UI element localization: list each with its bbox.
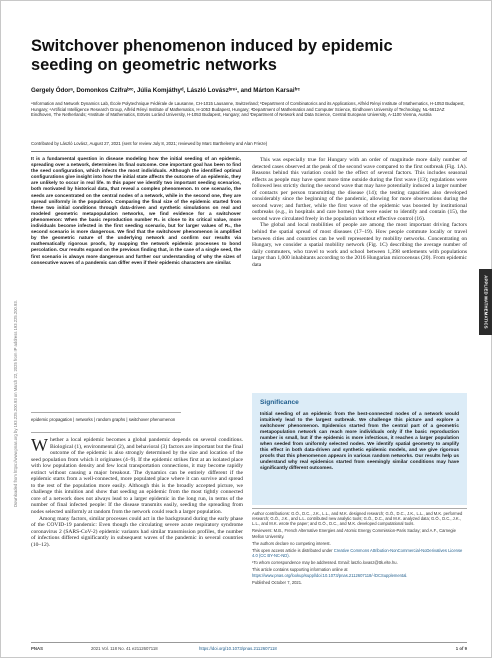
intro-paragraph [31, 437, 243, 516]
doi-link[interactable]: https://doi.org/10.1073/pnas.2112607118 [199, 646, 277, 651]
editor-note: Contributed by László Lovász, August 27, 2021 (sent for review July 8, 2021; reviewed by Marc Barthelemy and Alan Frieze) [31, 141, 268, 146]
page-number: 1 of 9 [455, 646, 467, 651]
competing-interest: The authors declare no competing interest. [252, 540, 331, 546]
correspondence-note: ¹To whom correspondence may be addressed. Email: laszlo.lovasz@ttk.elte.hu. [252, 560, 398, 566]
drop-cap: W [31, 435, 48, 455]
body-paragraph: Among many factors, similar processes could act in the background during the early phase of the COVID-19 pandemic: Even though the circulating severe acute respiratory syndrome coronavirus 2 (SARS-CoV-2) epidemic variants had similar transmission profiles, the number of infections differed significantly in subsequent waves of the pandemic in several countries (10–12). [31, 515, 243, 548]
journal-name: PNAS [31, 646, 43, 651]
published-date: Published October 7, 2021. [252, 579, 303, 585]
body-text-left [31, 437, 243, 548]
journal-reference: 2021 Vol. 118 No. 41 e2112607118 [91, 646, 158, 651]
license-link[interactable]: Creative Commons Attribution-NonCommercial-NoDerivatives License 4.0 (CC BY-NC-ND). [252, 547, 463, 559]
keywords: epidemic propagation | networks | random graphs | switchover phenomenon [31, 417, 176, 422]
reviewers-note: Reviewers: M.B., French Alternative Energies and Atomic Energy Commission-Paris Saclay; and A.F., Carnegie Mellon University. [252, 528, 456, 539]
author-contributions: Author contributions: G.Ó., D.C., J.K., L.L., and M.K. designed research; G.Ó., D.C., J.K., L.L., and M.K. performed research; G.Ó., J.K., and L.L. contributed new analytic tools; G.Ó., D.C., and M.K. analyzed data; G.Ó., D.C., J.K., L.L., and M.K. wrote the paper; and G.Ó., D.C., and M.K. developed computational tools. [252, 511, 463, 527]
body-text-right [252, 157, 467, 268]
abstract: It is a fundamental question in disease modeling how the initial seeding of an epidemic, spreading over a network, determines its final outcome. One important goal has been to find the seed configuration, which infects the most individuals. Although the identified optimal configurations give insight into how the initial state affects the outcome of an epidemic, they are unlikely to occur in real life. In this paper we identify two important seeding scenarios, both motivated by historical data, that reveal a complex phenomenon. In one scenario, the seeds are concentrated on the central nodes of a network, while in the second one, they are spread uniformly in the population. Comparing the final size of the epidemic started from these two initial conditions through data-driven and synthetic simulations on real and modeled geometric metapopulation networks, we find evidence for a switchover phenomenon: When the basic reproduction number R₀ is close to its critical value, more individuals become infected in the first seeding scenario, but for larger values of R₀, the second scenario is more dangerous. We find that the switchover phenomenon is amplified by the geometric nature of the underlying network and confirm our results via mathematically rigorous proofs, by mapping the network epidemic processes to bond percolation. Our results expand on the previous finding that, in the case of a single seed, the first scenario is always more dangerous and further our understanding of why the sizes of consecutive waves of a pandemic can differ even if their epidemic characters are similar. [31, 157, 241, 266]
page-footer [31, 646, 467, 654]
download-watermark: Downloaded from https://www.pnas.org by 193.225.200.93 on March 22, 2025 from IP address 193.225.200.93. [13, 300, 18, 507]
footnotes [252, 511, 467, 587]
section-tab-label: APPLIED MATHEMATICS [483, 275, 488, 329]
header-divider [31, 151, 467, 152]
footer-divider [31, 642, 467, 643]
body-paragraph: This was especially true for Hungary with an order of magnitude more daily number of detected cases observed at the peak of the second wave compared to the first outbreak (Fig. 1A). Reasons behind this variation could be the effect of several factors. This includes seasonal effects as people may have spent more time outside during the first wave (13); regulations were followed less strictly during the second wave that may have potentially induced a larger number of contacts per person transmitting the disease (14); the testing capacities also developed considerably since the beginning of the pandemic, allowing for more observations during the second wave; and further, while the first wave of the epidemic was boosted by institutional outbreaks (e.g., in hospitals and care homes) that were easier to identify and contain (15), the second wave circulated freely in the population without effective control (16). [252, 157, 467, 222]
article-title: Switchover phenomenon induced by epidemic seeding on geometric networks [31, 37, 393, 74]
footnote-divider [252, 508, 467, 509]
significance-text: Initial seeding of an epidemic from the best-connected nodes of a network would intuitively lead to the largest outbreak. We challenge this picture and explore a switchover phenomenon. Epidemics started from the central part of a geometric metapopulation network can reach more individuals only if the basic reproduction number is small, but if the epidemic is more infectious, it reaches a larger population when seeded from uniformly selected nodes. We identify spatial geometry to amplify this effect in both data-driven and synthetic epidemic models, and we give rigorous proofs that this phenomenon appears in various random networks. Our results help us understand why real epidemics started from seemingly similar conditions may have significantly different outcomes. [260, 412, 459, 472]
body-paragraph: The global and local mobilities of people are among the most important driving factors behind the spatial spread of most diseases (17–19). How people commute locally or travel between cities and countries can be well represented by mobility networks. Concentrating on Hungary, we consider a spatial mobility network (Fig. 1C) describing the average number of daily commuters, who travel to work and school between 1,398 settlements with populations larger than 1,000 inhabitants according to the 2016 Hungarian microcensus (20). From epidemic data [252, 222, 467, 268]
significance-box [252, 393, 467, 505]
supporting-info-note: This article contains supporting information online at https://www.pnas.org/lookup/suppl/doi:10.1073/pnas.2112607118/-/DCSupplemental. [252, 567, 408, 578]
section-tab [479, 269, 492, 335]
intro-text: hether a local epidemic becomes a global pandemic depends on several conditions. Biological (1), environmental (2), and behavioral (3) factors are important but the final outcome of the epidemic is also strongly determined by the size and location of the seed population from which it originates (4–9). If the epidemic strikes first at an isolated place with low population density and few local transportation connections, it may become rapidly extinct without causing a major breakout. The dynamics can be entirely different if the epidemic starts from a well-connected, more populated place where it can survive and spread to the rest of the population more easily. Although this is the broadly accepted picture, we challenge this intuition and show that seeding an epidemic from the most tightly connected core of a network does not always lead to a larger epidemic in the long run, in terms of the number of final infected people: If the disease transmits easily, seeding the spreading from nodes selected uniformly at random from the network could reach a larger population. [31, 437, 243, 516]
author-list: Gergely Ódorᵃ, Domonkos Czifraᵇʳᶜ, Júlia Komjáthyᵈ, László Lovászᵇʳᵉ¹, and Márton Karsaiᶠʳᶜ [31, 87, 300, 94]
affiliations: ᵃInformation and Network Dynamics Lab, École Polytechnique Fédérale de Lausanne, CH-1015 Lausanne, Switzerland; ᵇDepartment of Combinatorics and its Applications, Alfréd Rényi Institute of Mathematics, H-1053 Budapest, Hungary; ᶜArtificial Intelligence Research Group, Alfréd Rényi Institute of Mathematics, H-1053 Budapest, Hungary; ᵈDepartment of Mathematics and Computer Science, Eindhoven University of Technology, NL-5612AZ Eindhoven, The Netherlands; ᵉInstitute of Mathematics, Eötvös Loránd University, H-1053 Budapest, Hungary; and ᶠDepartment of Network and Data Science, Central European University, A-1100 Vienna, Austria [31, 101, 465, 117]
keywords-divider-bottom [31, 432, 181, 433]
keywords-divider-top [31, 412, 181, 413]
supporting-info-link[interactable]: https://www.pnas.org/lookup/suppl/doi:10.1073/pnas.2112607118/-/DCSupplemental. [252, 572, 408, 578]
license-note: This open access article is distributed under Creative Commons Attribution-NonCommercial-NoDerivatives License 4.0 (CC BY-NC-ND). [252, 547, 463, 559]
significance-title: Significance [260, 399, 299, 406]
